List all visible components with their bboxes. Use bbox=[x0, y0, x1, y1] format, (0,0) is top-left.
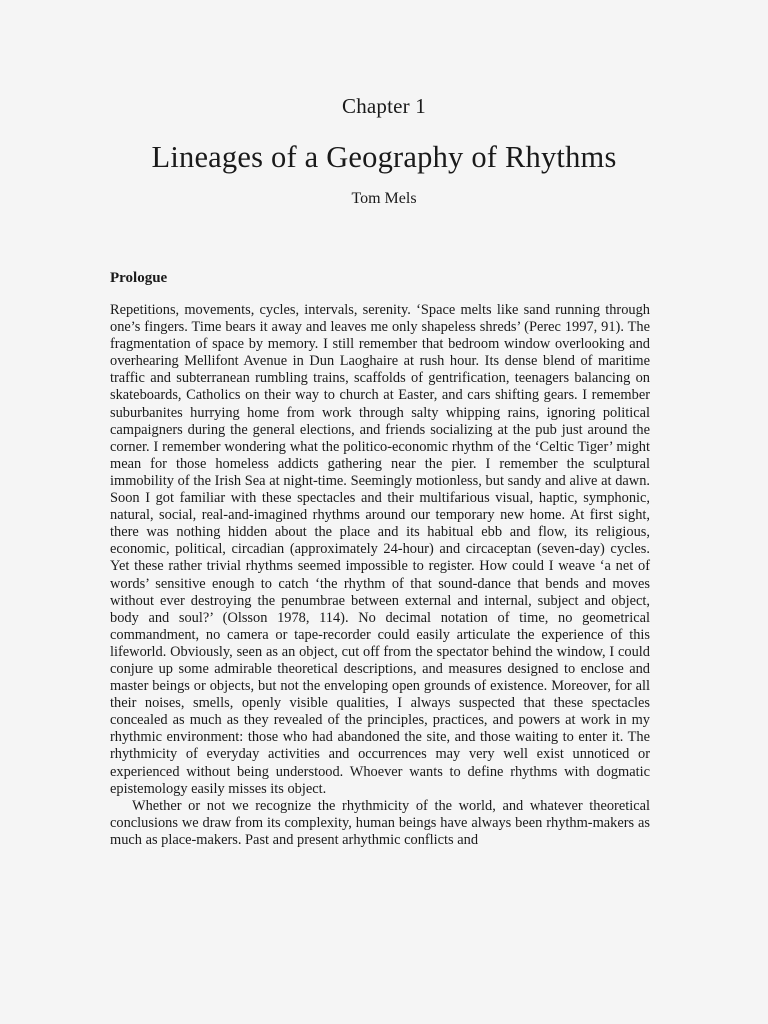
body-text bbox=[110, 302, 650, 849]
chapter-number: Chapter 1 bbox=[341, 94, 427, 118]
paragraph: Whether or not we recognize the rhythmicity of the world, and whatever theoretical conclusions we draw from its complexity, human beings have always been rhythm-makers as much as place-makers. Past and present arhythmic conflicts and bbox=[110, 797, 650, 848]
chapter-title: Lineages of a Geography of Rhythms bbox=[151, 140, 617, 174]
paragraph: Repetitions, movements, cycles, intervals, serenity. ‘Space melts like sand running through one’s fingers. Time bears it away and leaves me only shapeless shreds’ (Perec 1997, 91). The fragmentation of space by memory. I still remember that bedroom window overlooking and overhearing Mellifont Avenue in Dun Laoghaire at rush hour. Its dense blend of maritime traffic and subterranean rumbling trains, scaffolds of gentrification, teenagers balancing on skateboards, Catholics on their way to church at Easter, and cars shifting gears. I remember suburbanites hurrying home from work through salty whipping rains, ignoring political campaigners during the general elections, and friends socializing at the pub just around the corner. I remember wondering what the politico-economic rhythm of the ‘Celtic Tiger’ might mean for those homeless addicts gathering near the pier. I remember the sculptural immobility of the Irish Sea at night-time. Seemingly motionless, but sandy and alive at dawn. Soon I got familiar with these spectacles and their multifarious visual, haptic, symphonic, natural, social, real-and-imagined rhythms around our temporary new home. At first sight, there was nothing hidden about the place and its habitual ebb and flow, its religious, economic, political, circadian (approximately 24-hour) and circaceptan (seven-day) cycles. Yet these rather trivial rhythms seemed impossible to register. How could I weave ‘a net of words’ sensitive enough to catch ‘the rhythm of that sound-dance that bends and moves without ever destroying the penumbrae between external and internal, subject and object, body and soul?’ (Olsson 1978, 114). No decimal notation of time, no geometrical commandment, no camera or tape-recorder could easily articulate the experience of this lifeworld. Obviously, seen as an object, cut off from the spectator behind the window, I could conjure up some admirable theoretical descriptions, and measures designed to enclose and master beings or objects, but not the enveloping open grounds of existence. Moreover, for all their noises, smells, openly visible qualities, I always suspected that these spectacles concealed as much as they revealed of the principles, practices, and powers at work in my rhythmic environment: those who had abandoned the site, and those waiting to enter it. The rhythmicity of everyday activities and occurrences may very well exist unnoticed or experienced without being understood. Whoever wants to define rhythms with dogmatic epistemology easily misses its object. bbox=[110, 302, 650, 797]
section-heading: Prologue bbox=[110, 270, 168, 286]
author-name: Tom Mels bbox=[351, 190, 417, 207]
